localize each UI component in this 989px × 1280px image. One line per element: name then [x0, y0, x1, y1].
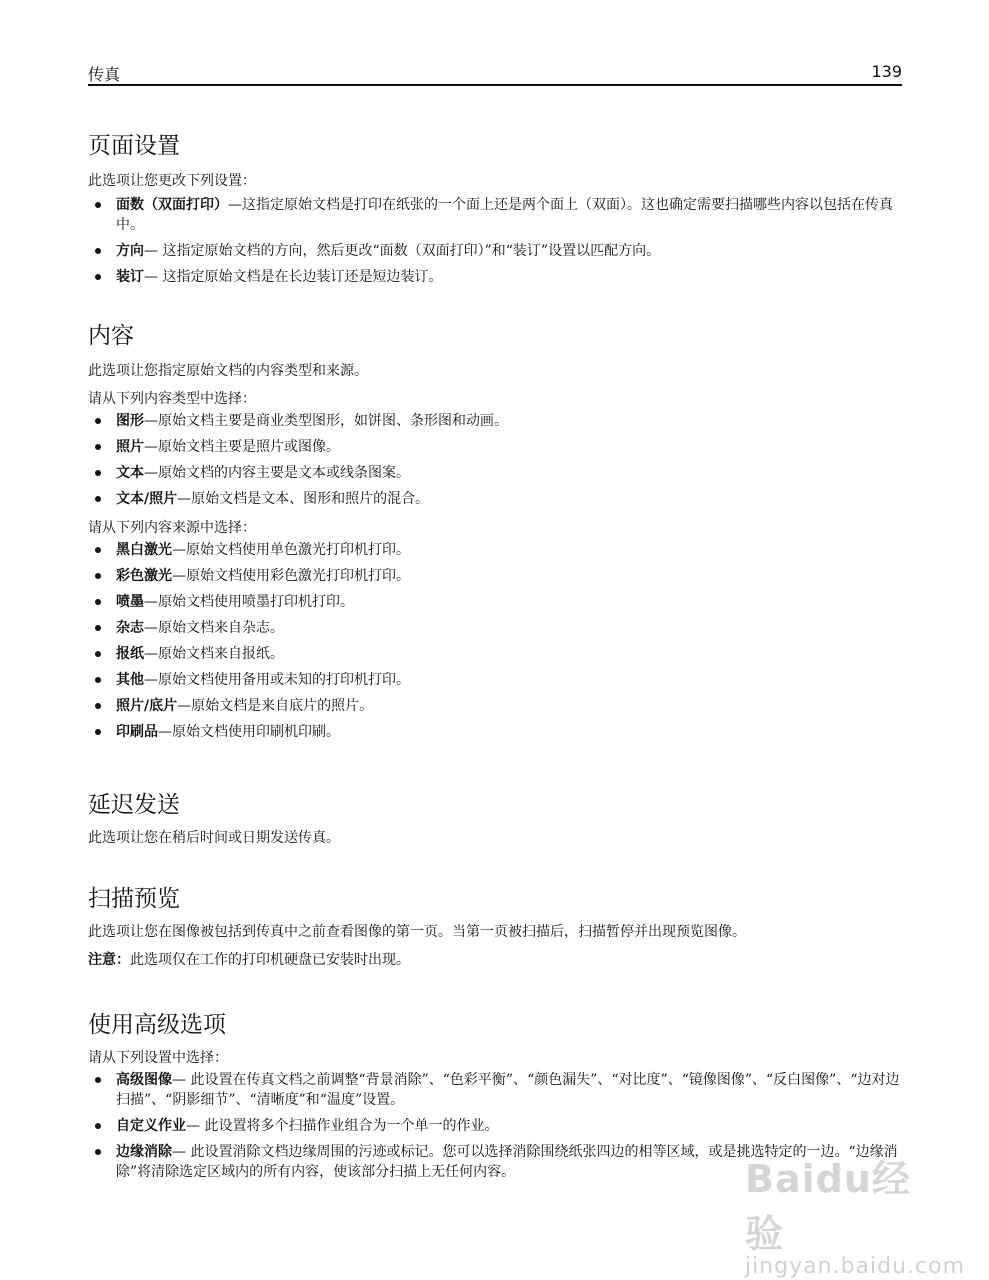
scan-preview-intro: 此选项让您在图像被包括到传真中之前查看图像的第一页。当第一页被扫描后，扫描暂停并出现预览图像。 — [88, 924, 746, 940]
delayed-send-intro: 此选项让您在稍后时间或日期发送传真。 — [88, 830, 340, 846]
item-term: 彩色激光 — [116, 568, 172, 584]
section-content — [88, 321, 902, 742]
item-term: 印刷品 — [116, 724, 158, 740]
bullet-icon — [95, 444, 101, 450]
content-types-intro: 请从下列内容类型中选择： — [88, 391, 256, 407]
bullet-icon — [95, 729, 101, 735]
watermark — [745, 1148, 966, 1279]
item-term: 文本/照片 — [116, 491, 178, 507]
item-text: — 这指定原始文档的方向，然后更改“面数（双面打印）”和“装订”设置以匹配方向。 — [144, 243, 661, 259]
bullet-icon — [95, 248, 101, 254]
list-item — [88, 644, 902, 664]
list-item — [88, 566, 902, 586]
list-item — [88, 670, 902, 690]
bullet-icon — [95, 202, 101, 208]
item-term: 方向 — [116, 243, 144, 259]
page-number: 139 — [871, 62, 902, 81]
item-text: —这指定原始文档是打印在纸张的一个面上还是两个面上（双面）。这也确定需要扫描哪些内容以包括在传真中。 — [116, 197, 893, 233]
list-item — [88, 1070, 902, 1110]
list-item — [88, 1116, 902, 1136]
bullet-icon — [95, 418, 101, 424]
item-term: 高级图像 — [116, 1072, 172, 1088]
heading-page-setup: 页面设置 — [88, 133, 180, 159]
page-setup-list — [88, 195, 902, 287]
item-term: 报纸 — [116, 646, 144, 662]
bullet-icon — [95, 625, 101, 631]
item-term: 杂志 — [116, 620, 144, 636]
item-term: 面数（双面打印） — [116, 197, 228, 213]
content-sources-list — [88, 540, 902, 742]
list-item — [88, 195, 902, 235]
list-item — [88, 540, 902, 560]
item-text: —原始文档是文本、图形和照片的混合。 — [177, 491, 430, 507]
item-term: 装订 — [116, 269, 144, 285]
scan-preview-note — [88, 950, 902, 970]
item-term: 照片 — [116, 439, 144, 455]
item-text: — 此设置消除文档边缘周围的污迹或标记。您可以选择消除围绕纸张四边的相等区域，或是挑选特定的一边。“边缘消除”将清除选定区域内的所有内容，使该部分扫描上无任何内容。 — [116, 1144, 898, 1180]
heading-scan-preview: 扫描预览 — [88, 886, 180, 912]
item-term: 图形 — [116, 413, 144, 429]
bullet-icon — [95, 599, 101, 605]
list-item — [88, 696, 902, 716]
bullet-icon — [95, 573, 101, 579]
item-term: 边缘消除 — [116, 1144, 172, 1160]
bullet-icon — [95, 274, 101, 280]
advanced-intro: 请从下列设置中选择： — [88, 1050, 228, 1066]
item-term: 照片/底片 — [116, 698, 178, 714]
watermark-logo: Baidu经验 — [745, 1157, 911, 1256]
item-term: 自定义作业 — [116, 1118, 186, 1134]
item-term: 喷墨 — [116, 594, 144, 610]
item-term: 黑白激光 — [116, 542, 172, 558]
bullet-icon — [95, 1077, 101, 1083]
item-text: —原始文档使用彩色激光打印机打印。 — [172, 568, 410, 584]
heading-advanced: 使用高级选项 — [88, 1012, 226, 1038]
page-header — [88, 62, 902, 86]
item-text: —原始文档是来自底片的照片。 — [177, 698, 374, 714]
item-text: —原始文档来自杂志。 — [144, 620, 284, 636]
list-item — [88, 592, 902, 612]
bullet-icon — [95, 496, 101, 502]
content-intro: 此选项让您指定原始文档的内容类型和来源。 — [88, 363, 368, 379]
page-setup-intro: 此选项让您更改下列设置： — [88, 173, 256, 189]
item-text: — 此设置在传真文档之前调整“背景消除”、“色彩平衡”、“颜色漏失”、“对比度”、“镜像图像”、“反白图像”、“边对边扫描”、“阴影细节”、“清晰度”和“温度”设置。 — [116, 1072, 900, 1108]
section-page-setup — [88, 131, 902, 287]
header-title: 传真 — [88, 65, 121, 84]
watermark-url: jingyan.baidu.com — [745, 1254, 966, 1279]
heading-delayed-send: 延迟发送 — [88, 792, 180, 818]
list-item — [88, 618, 902, 638]
item-text: —原始文档使用备用或未知的打印机打印。 — [144, 672, 410, 688]
section-scan-preview — [88, 884, 902, 970]
item-text: —原始文档使用印刷机印刷。 — [158, 724, 340, 740]
bullet-icon — [95, 470, 101, 476]
item-text: —原始文档的内容主要是文本或线条图案。 — [144, 465, 410, 481]
bullet-icon — [95, 547, 101, 553]
item-text: — 这指定原始文档是在长边装订还是短边装订。 — [144, 269, 443, 285]
item-text: —原始文档使用单色激光打印机打印。 — [172, 542, 410, 558]
content-types-list — [88, 411, 902, 509]
list-item — [88, 267, 902, 287]
list-item — [88, 411, 902, 431]
list-item — [88, 722, 902, 742]
bullet-icon — [95, 703, 101, 709]
item-text: —原始文档主要是照片或图像。 — [144, 439, 340, 455]
bullet-icon — [95, 1123, 101, 1129]
item-text: —原始文档来自报纸。 — [144, 646, 284, 662]
note-label: 注意： — [88, 952, 130, 968]
list-item — [88, 463, 902, 483]
bullet-icon — [95, 651, 101, 657]
heading-content: 内容 — [88, 323, 134, 349]
item-term: 其他 — [116, 672, 144, 688]
list-item — [88, 489, 902, 509]
item-text: —原始文档主要是商业类型图形，如饼图、条形图和动画。 — [144, 413, 508, 429]
section-delayed-send — [88, 790, 902, 848]
bullet-icon — [95, 677, 101, 683]
item-text: — 此设置将多个扫描作业组合为一个单一的作业。 — [186, 1118, 499, 1134]
list-item — [88, 241, 902, 261]
item-text: —原始文档使用喷墨打印机打印。 — [144, 594, 354, 610]
note-text: 此选项仅在工作的打印机硬盘已安装时出现。 — [130, 952, 410, 968]
list-item — [88, 437, 902, 457]
content-sources-intro: 请从下列内容来源中选择： — [88, 520, 256, 536]
bullet-icon — [95, 1149, 101, 1155]
item-term: 文本 — [116, 465, 144, 481]
